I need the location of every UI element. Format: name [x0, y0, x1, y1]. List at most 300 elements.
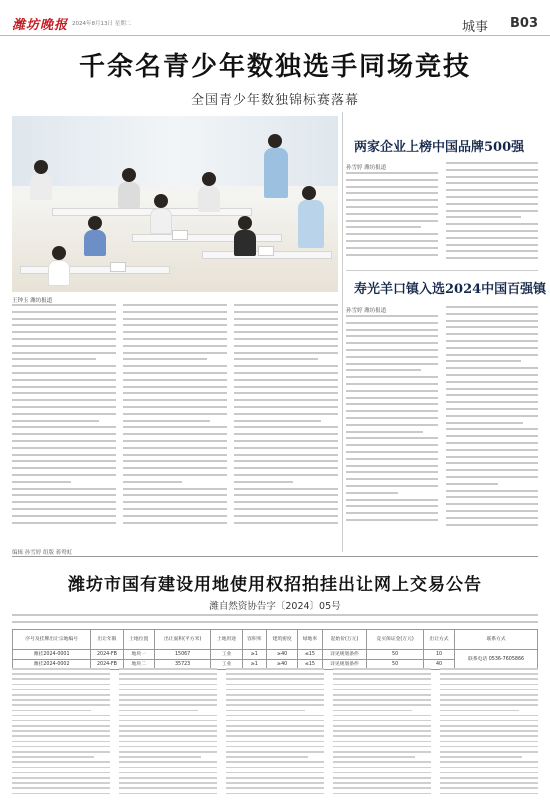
table-cell: 工业: [211, 650, 242, 660]
text-line: [119, 678, 217, 680]
text-line: [226, 767, 324, 769]
text-line: [123, 358, 207, 360]
article-headline: 寿光羊口镇入选2024中国百强镇: [354, 282, 547, 297]
text-line: [12, 433, 116, 435]
table-cell: ≥1: [242, 660, 266, 670]
section-name: 城事: [461, 20, 488, 35]
text-line: [12, 304, 116, 306]
text-line: [333, 767, 431, 769]
text-line: [234, 474, 338, 476]
text-line: [333, 710, 412, 712]
text-line: [234, 386, 338, 388]
lead-article-body: [12, 304, 338, 530]
text-line: [346, 342, 438, 344]
table-cell: 潍挂2024-0001: [13, 650, 91, 660]
text-line: [12, 413, 116, 415]
text-line: [226, 689, 324, 691]
article-column: [12, 304, 116, 530]
text-line: [446, 510, 538, 512]
section-divider: [12, 556, 538, 557]
text-line: [333, 668, 431, 670]
text-line: [333, 761, 431, 763]
text-line: [446, 360, 521, 362]
text-line: [12, 379, 116, 381]
text-line: [12, 668, 110, 670]
text-line: [123, 481, 182, 483]
text-line: [446, 320, 538, 322]
text-line: [12, 522, 116, 524]
text-line: [119, 782, 217, 784]
text-line: [123, 454, 227, 456]
table-header-cell: 出让面积(平方米): [154, 630, 211, 650]
text-line: [346, 444, 438, 446]
text-line: [12, 689, 110, 691]
text-line: [440, 767, 538, 769]
text-line: [440, 684, 538, 686]
text-line: [346, 478, 438, 480]
text-line: [119, 777, 217, 779]
text-line: [12, 488, 116, 490]
text-line: [346, 220, 438, 222]
text-line: [346, 240, 438, 242]
table-header-cell: 起始价(万元): [322, 630, 367, 650]
text-line: [333, 694, 431, 696]
text-line: [12, 420, 99, 422]
text-line: [234, 447, 338, 449]
table-cell: ≥40: [267, 660, 298, 670]
article-divider: [346, 270, 538, 271]
text-line: [119, 715, 217, 717]
table-cell: 40: [423, 660, 454, 670]
text-line: [226, 741, 324, 743]
photo-desk: [20, 266, 170, 274]
text-line: [333, 793, 431, 795]
text-line: [12, 406, 116, 408]
text-line: [346, 431, 423, 433]
text-line: [12, 501, 116, 503]
newspaper-logo: 潍坊晚报: [12, 18, 69, 33]
text-line: [234, 331, 338, 333]
text-line: [446, 169, 538, 171]
text-line: [446, 394, 538, 396]
text-line: [123, 386, 227, 388]
table-cell: 35723: [154, 660, 211, 670]
text-line: [12, 720, 110, 722]
table-cell: 15067: [154, 650, 211, 660]
text-line: [446, 237, 538, 239]
text-line: [234, 379, 338, 381]
text-line: [446, 176, 538, 178]
text-line: [446, 244, 538, 246]
text-line: [333, 741, 431, 743]
text-line: [346, 376, 438, 378]
text-line: [446, 449, 538, 451]
text-line: [123, 372, 227, 374]
text-line: [226, 751, 324, 753]
text-line: [446, 408, 538, 410]
text-line: [446, 517, 538, 519]
text-line: [346, 199, 438, 201]
photo-person: [122, 168, 136, 182]
announcement-number: 潍自然资协告字〔2024〕05号: [209, 601, 341, 612]
contact-cell: 联系电话 0536-7605866: [455, 650, 538, 670]
text-line: [12, 772, 110, 774]
text-line: [346, 349, 438, 351]
text-line: [440, 730, 538, 732]
text-line: [234, 494, 338, 496]
table-cell: 10: [423, 650, 454, 660]
text-line: [119, 720, 217, 722]
text-line: [346, 437, 438, 439]
text-line: [12, 474, 116, 476]
text-line: [123, 331, 227, 333]
text-line: [440, 777, 538, 779]
text-line: [333, 720, 431, 722]
text-line: [226, 761, 324, 763]
table-header-cell: 建筑密度: [267, 630, 298, 650]
text-line: [446, 442, 538, 444]
text-line: [446, 347, 538, 349]
table-header-cell: 出让年限: [91, 630, 123, 650]
photo-person: [52, 246, 66, 260]
text-line: [446, 381, 538, 383]
text-line: [12, 331, 116, 333]
text-line: [12, 756, 94, 758]
text-line: [123, 440, 227, 442]
lead-subheadline: 全国青少年数独锦标赛落幕: [190, 93, 359, 108]
text-line: [12, 358, 96, 360]
text-line: [12, 777, 110, 779]
table-cell: 50: [367, 660, 424, 670]
text-line: [346, 383, 438, 385]
editor-credit: 编辑 孙雪婷 组版 蒋鸯虹: [12, 550, 73, 556]
text-line: [12, 751, 110, 753]
text-line: [119, 756, 201, 758]
announcement-column: [12, 668, 110, 800]
text-line: [119, 741, 217, 743]
table-cell: 潍挂2024-0002: [13, 660, 91, 670]
text-line: [346, 424, 438, 426]
text-line: [446, 196, 538, 198]
text-line: [226, 756, 308, 758]
text-line: [226, 710, 305, 712]
text-line: [119, 761, 217, 763]
text-line: [440, 761, 538, 763]
article-text: [346, 315, 438, 529]
article-text: [446, 162, 538, 262]
text-line: [12, 481, 71, 483]
text-line: [234, 522, 338, 524]
text-line: [234, 399, 338, 401]
article-byline: 孙雪婷 潍坊报道: [346, 308, 387, 314]
text-line: [12, 460, 116, 462]
text-line: [12, 345, 116, 347]
text-line: [346, 471, 438, 473]
text-line: [234, 318, 338, 320]
text-line: [12, 678, 110, 680]
photo-person: [84, 230, 106, 256]
table-header-row: [13, 630, 538, 650]
text-line: [333, 782, 431, 784]
text-line: [346, 356, 438, 358]
text-line: [333, 684, 431, 686]
text-line: [446, 422, 523, 424]
table-cell: ≤15: [298, 660, 322, 670]
text-line: [333, 678, 431, 680]
table-header-cell: 土地用途: [211, 630, 242, 650]
photo-paper: [258, 246, 274, 256]
text-line: [12, 311, 116, 313]
text-line: [226, 673, 324, 675]
text-line: [234, 454, 338, 456]
photo-person: [150, 208, 172, 234]
table-header-cell: 容积率: [242, 630, 266, 650]
text-line: [119, 699, 217, 701]
text-line: [346, 335, 438, 337]
text-line: [123, 494, 227, 496]
text-line: [446, 415, 538, 417]
text-line: [446, 483, 498, 485]
table-header-cell: 绿地率: [298, 630, 322, 650]
article-headline: 两家企业上榜中国品牌500强: [354, 140, 525, 155]
text-line: [226, 787, 324, 789]
text-line: [12, 614, 538, 616]
text-line: [346, 206, 438, 208]
photo-person: [264, 148, 288, 198]
text-line: [446, 388, 538, 390]
table-cell: 详见规划条件: [322, 650, 367, 660]
text-line: [123, 399, 227, 401]
text-line: [226, 777, 324, 779]
text-line: [12, 787, 110, 789]
text-line: [446, 428, 538, 430]
text-line: [446, 306, 538, 308]
text-line: [226, 699, 324, 701]
text-line: [234, 481, 293, 483]
photo-paper: [110, 262, 126, 272]
text-line: [333, 689, 431, 691]
table-cell: 2024-FB: [91, 650, 123, 660]
text-line: [12, 694, 110, 696]
text-line: [119, 710, 198, 712]
text-line: [446, 469, 538, 471]
text-line: [12, 793, 110, 795]
text-line: [346, 397, 438, 399]
text-line: [12, 399, 116, 401]
table-cell: 工业: [211, 660, 242, 670]
text-line: [446, 374, 538, 376]
text-line: [226, 668, 324, 670]
text-line: [12, 782, 110, 784]
text-line: [446, 230, 538, 232]
text-line: [333, 746, 431, 748]
text-line: [119, 704, 217, 706]
text-line: [12, 365, 116, 367]
text-line: [123, 515, 227, 517]
article-column: [234, 304, 338, 530]
lead-photo: [12, 116, 338, 292]
text-line: [446, 367, 538, 369]
photo-person: [298, 200, 324, 248]
text-line: [234, 352, 338, 354]
text-line: [333, 725, 431, 727]
table-header-cell: 出让方式: [423, 630, 454, 650]
text-line: [446, 333, 538, 335]
text-line: [123, 474, 227, 476]
text-line: [123, 501, 227, 503]
photo-person: [118, 182, 140, 208]
text-line: [226, 704, 324, 706]
text-line: [123, 433, 227, 435]
text-line: [333, 673, 431, 675]
text-line: [446, 401, 538, 403]
text-line: [123, 379, 227, 381]
article-text: [446, 306, 538, 529]
text-line: [12, 704, 110, 706]
text-line: [234, 440, 338, 442]
text-line: [12, 392, 116, 394]
text-line: [346, 403, 438, 405]
text-line: [446, 182, 538, 184]
photo-person: [34, 160, 48, 174]
text-line: [226, 782, 324, 784]
text-line: [234, 311, 338, 313]
text-line: [119, 730, 217, 732]
text-line: [234, 406, 338, 408]
text-line: [12, 454, 116, 456]
text-line: [226, 720, 324, 722]
text-line: [12, 710, 91, 712]
text-line: [119, 735, 217, 737]
announcement-title: 潍坊市国有建设用地使用权招拍挂出让网上交易公告: [68, 575, 482, 595]
text-line: [346, 172, 438, 174]
text-line: [440, 782, 538, 784]
column-divider: [342, 112, 343, 552]
text-line: [446, 216, 521, 218]
announcement-column: [440, 668, 538, 800]
text-line: [234, 324, 338, 326]
text-line: [346, 465, 438, 467]
text-line: [440, 668, 538, 670]
text-line: [123, 365, 227, 367]
announcement-body: [12, 668, 538, 800]
text-line: [123, 488, 227, 490]
text-line: [119, 793, 217, 795]
photo-person: [268, 134, 282, 148]
text-line: [234, 304, 338, 306]
text-line: [234, 413, 338, 415]
text-line: [234, 460, 338, 462]
text-line: [226, 735, 324, 737]
text-line: [123, 352, 227, 354]
text-line: [226, 772, 324, 774]
photo-person: [88, 216, 102, 230]
text-line: [123, 304, 227, 306]
table-header-cell: 竞买保证金(万元): [367, 630, 424, 650]
text-line: [333, 730, 431, 732]
text-line: [12, 318, 116, 320]
text-line: [333, 751, 431, 753]
text-line: [446, 223, 538, 225]
text-line: [446, 476, 538, 478]
text-line: [446, 326, 538, 328]
text-line: [12, 324, 116, 326]
text-line: [234, 358, 318, 360]
text-line: [333, 777, 431, 779]
text-line: [346, 505, 438, 507]
land-lot-table: [12, 629, 538, 670]
text-line: [234, 508, 338, 510]
text-line: [119, 751, 217, 753]
text-line: [440, 699, 538, 701]
text-line: [440, 704, 538, 706]
announcement-intro: [12, 614, 538, 628]
text-line: [123, 508, 227, 510]
text-line: [333, 735, 431, 737]
text-line: [123, 522, 227, 524]
text-line: [12, 761, 110, 763]
text-line: [346, 519, 438, 521]
text-line: [346, 417, 438, 419]
text-line: [234, 433, 338, 435]
text-line: [446, 456, 538, 458]
text-line: [346, 499, 438, 501]
text-line: [234, 467, 338, 469]
text-line: [226, 793, 324, 795]
text-line: [446, 210, 538, 212]
text-line: [12, 352, 116, 354]
photo-person: [302, 186, 316, 200]
text-line: [12, 735, 110, 737]
table-cell: ≥1: [242, 650, 266, 660]
text-line: [440, 751, 538, 753]
text-line: [119, 684, 217, 686]
text-line: [346, 363, 438, 365]
text-line: [333, 699, 431, 701]
text-line: [119, 746, 217, 748]
table-cell: 地块一: [123, 650, 154, 660]
text-line: [346, 390, 438, 392]
text-line: [12, 673, 110, 675]
text-line: [234, 488, 338, 490]
text-line: [234, 426, 338, 428]
table-cell: 2024-FB: [91, 660, 123, 670]
text-line: [440, 689, 538, 691]
text-line: [226, 730, 324, 732]
text-line: [226, 678, 324, 680]
text-line: [123, 324, 227, 326]
text-line: [446, 462, 538, 464]
text-line: [12, 447, 116, 449]
text-line: [123, 345, 227, 347]
text-line: [12, 621, 538, 623]
text-line: [123, 447, 227, 449]
article-column: [123, 304, 227, 530]
text-line: [440, 720, 538, 722]
text-line: [440, 746, 538, 748]
text-line: [123, 318, 227, 320]
text-line: [346, 247, 438, 249]
photo-credit: 王钟玉 潍坊报道: [12, 298, 53, 304]
text-line: [346, 329, 438, 331]
text-line: [346, 369, 421, 371]
table-cell: ≥40: [267, 650, 298, 660]
text-line: [333, 787, 431, 789]
text-line: [346, 315, 438, 317]
photo-desk: [132, 234, 282, 242]
text-line: [123, 406, 227, 408]
photo-person: [202, 172, 216, 186]
